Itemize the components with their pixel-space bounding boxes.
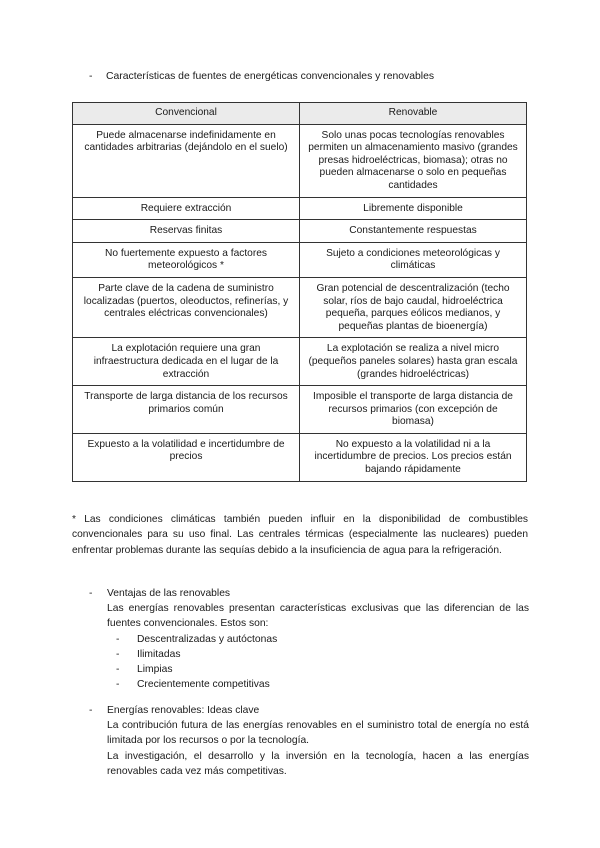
cell-convencional: Transporte de larga distancia de los recursos primarios común [73,386,300,434]
bullet-dash: - [116,648,120,660]
claves-paragraph-2: La investigación, el desarrollo y la inversión en la tecnología, hacen a las energías renovables cada vez más competitivas. [107,750,529,777]
list-item [116,677,529,692]
cell-renovable: Sujeto a condiciones meteorológicas y climáticas [300,242,527,277]
cell-convencional: Parte clave de la cadena de suministro localizadas (puertos, oleoductos, refinerías, y centrales eléctricas convencionales) [73,277,300,337]
cell-convencional: Puede almacenarse indefinidamente en cantidades arbitrarias (dejándolo en el suelo) [73,124,300,197]
ventajas-title: Ventajas de las renovables [107,588,231,599]
cell-convencional: Requiere extracción [73,197,300,220]
list-item-text: Limpias [137,664,173,676]
ventajas-list [107,632,529,693]
table-row [73,242,527,277]
claves-section [89,703,529,779]
comparison-table [72,102,527,482]
table-heading: Características de fuentes de energéticas convencionales y renovables [106,71,435,82]
footnote: * Las condiciones climáticas también pueden influir en la disponibilidad de combustibles convencionales para su uso final. Las centrales térmicas (especialmente las nucleares) pueden enfrentar problemas durante las sequías debido a la insuficiencia de agua para la refrigeración. [72,514,528,556]
bullet-dash: - [116,664,120,676]
cell-renovable: No expuesto a la volatilidad ni a la incertidumbre de precios. Los precios están bajando rápidamente [300,433,527,481]
cell-renovable: Solo unas pocas tecnologías renovables permiten un almacenamiento masivo (grandes presas hidroeléctricas, biomasa); otras no pueden almacenarse o solo en pequeñas cantidades [300,124,527,197]
table-row [73,386,527,434]
list-item-text: Crecientemente competitivas [137,679,270,691]
list-item-text: Ilimitadas [137,648,181,660]
bullet-dash: - [116,633,120,645]
bullet-dash: - [116,679,120,691]
list-item-text: Descentralizadas y autóctonas [137,633,278,645]
bullet-dash: - [89,705,93,716]
cell-renovable: Gran potencial de descentralización (techo solar, ríos de bajo caudal, hidroeléctrica pequeña, parques eólicos medianos, y pequeñas plantas de bioenergía) [300,277,527,337]
cell-renovable: Libremente disponible [300,197,527,220]
claves-title: Energías renovables: Ideas clave [107,705,260,716]
list-item [116,647,529,662]
ventajas-intro: Las energías renovables presentan características exclusivas que las diferencian de las fuentes convencionales. Estos son: [107,603,529,630]
table-row [73,124,527,197]
table-row [73,197,527,220]
bullet-dash: - [89,71,93,82]
bullet-dash: - [89,588,93,599]
table-row [73,338,527,386]
cell-convencional: La explotación requiere una gran infraestructura dedicada en el lugar de la extracción [73,338,300,386]
header-renovable: Renovable [300,103,527,125]
table-header-row [73,103,527,125]
cell-convencional: Expuesto a la volatilidad e incertidumbre de precios [73,433,300,481]
cell-renovable: Imposible el transporte de larga distancia de recursos primarios (con excepción de biomasa) [300,386,527,434]
table-row [73,433,527,481]
list-item [116,662,529,677]
table-row [73,277,527,337]
table-row [73,220,527,243]
claves-paragraph-1: La contribución futura de las energías renovables en el suministro total de energía no está limitada por los recursos o por la tecnología. [107,720,529,747]
cell-renovable: Constantemente respuestas [300,220,527,243]
header-convencional: Convencional [73,103,300,125]
cell-convencional: Reservas finitas [73,220,300,243]
list-item [116,632,529,647]
ventajas-section [89,586,529,692]
cell-renovable: La explotación se realiza a nivel micro (pequeños paneles solares) hasta gran escala (grandes hidroeléctricas) [300,338,527,386]
cell-convencional: No fuertemente expuesto a factores meteorológicos * [73,242,300,277]
